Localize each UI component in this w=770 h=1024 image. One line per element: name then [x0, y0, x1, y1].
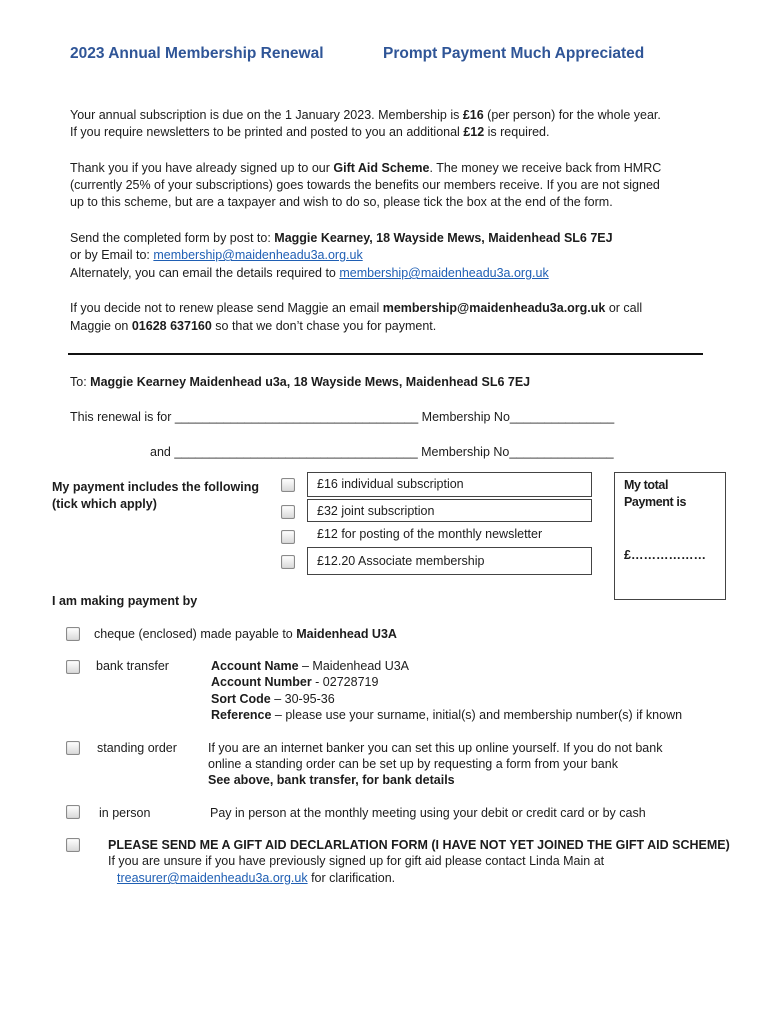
intro-text: (per person) for the whole year.	[483, 108, 661, 122]
payment-includes-label	[52, 479, 259, 513]
norenew-line-2	[70, 318, 436, 336]
gift-aid-note: If you are unsure if you have previously signed up for gift aid please contact Linda Main at	[108, 854, 605, 868]
form-to-line	[70, 374, 530, 392]
payment-label-line-1: My payment includes the following	[52, 480, 259, 494]
total-label	[624, 477, 686, 511]
intro-text: If you require newsletters to be printed and posted to you an additional	[70, 125, 464, 139]
account-name-row	[211, 658, 409, 675]
option-16-checkbox[interactable]	[281, 478, 295, 492]
account-number-value: - 02728719	[311, 675, 379, 689]
bank-transfer-checkbox[interactable]	[66, 660, 80, 674]
gift-aid-contact-text: for clarification.	[307, 871, 396, 885]
account-name-value: – Maidenhead U3A	[298, 659, 410, 673]
giftaid-scheme-name: Gift Aid Scheme	[333, 161, 430, 175]
standing-order-line-3: See above, bank transfer, for bank details	[208, 773, 455, 787]
page-title: 2023 Annual Membership Renewal	[70, 45, 324, 62]
in-person-checkbox[interactable]	[66, 805, 80, 819]
send-line-1	[70, 230, 613, 248]
giftaid-text: . The money we receive back from HMRC	[429, 161, 662, 175]
send-text: or by Email to:	[70, 248, 154, 262]
option-32-box: £32 joint subscription	[307, 499, 592, 522]
sort-code-row	[211, 691, 335, 708]
payment-method-heading: I am making payment by	[52, 594, 198, 608]
send-line-3	[70, 265, 549, 283]
gift-aid-contact-line	[117, 870, 395, 887]
option-32-checkbox[interactable]	[281, 505, 295, 519]
option-12-checkbox[interactable]	[281, 530, 295, 544]
account-name-key: Account Name	[211, 659, 299, 673]
intro-text: is required.	[484, 125, 550, 139]
membership-email-link-2[interactable]: membership@maidenheadu3a.org.uk	[339, 266, 549, 280]
total-amount: £………………	[624, 548, 706, 562]
intro-line-2	[70, 124, 549, 142]
standing-order-checkbox[interactable]	[66, 741, 80, 755]
reference-row	[211, 707, 682, 724]
in-person-label: in person	[99, 806, 151, 820]
account-number-key: Account Number	[211, 675, 312, 689]
norenew-line-1	[70, 300, 642, 318]
gift-aid-checkbox[interactable]	[66, 838, 80, 852]
to-label: To:	[70, 375, 91, 389]
account-number-row	[211, 674, 378, 691]
phone-number: 01628 637160	[131, 319, 212, 333]
cheque-option	[94, 626, 397, 643]
second-member-field[interactable]: and ___________________________________ Membership No_______________	[150, 445, 614, 459]
norenew-text: so that we don’t chase you for payment.	[211, 319, 437, 333]
norenew-text: or call	[605, 301, 643, 315]
send-text: Send the completed form by post to:	[70, 231, 275, 245]
total-label-line-2: Payment is	[624, 495, 687, 509]
standing-order-label: standing order	[97, 741, 177, 755]
treasurer-email-link[interactable]: treasurer@maidenheadu3a.org.uk	[117, 871, 308, 885]
postal-address: Maggie Kearney, 18 Wayside Mews, Maidenhead SL6 7EJ	[274, 231, 613, 245]
option-associate-box: £12.20 Associate membership	[307, 547, 592, 575]
total-label-line-1: My total	[624, 478, 669, 492]
membership-fee: £16	[462, 108, 484, 122]
bank-transfer-label: bank transfer	[96, 659, 169, 673]
giftaid-text: Thank you if you have already signed up to our	[70, 161, 334, 175]
gift-aid-request: PLEASE SEND ME A GIFT AID DECLARLATION FORM (I HAVE NOT YET JOINED THE GIFT AID SCHEME)	[108, 838, 730, 852]
sort-code-value: – 30-95-36	[270, 692, 335, 706]
newsletter-fee: £12	[463, 125, 485, 139]
standing-order-line-1: If you are an internet banker you can set this up online yourself. If you do not bank	[208, 741, 663, 755]
cheque-checkbox[interactable]	[66, 627, 80, 641]
norenew-text: If you decide not to renew please send Maggie an email	[70, 301, 383, 315]
intro-text: Your annual subscription is due on the 1 January 2023. Membership is	[70, 108, 463, 122]
total-payment-box[interactable]	[614, 472, 726, 600]
giftaid-line-1	[70, 160, 661, 178]
send-line-2	[70, 247, 363, 265]
membership-email-link[interactable]: membership@maidenheadu3a.org.uk	[153, 248, 363, 262]
norenew-email: membership@maidenheadu3a.org.uk	[382, 301, 606, 315]
giftaid-line-2: (currently 25% of your subscriptions) goes towards the benefits our members receive. If you are not signed	[70, 178, 660, 192]
standing-order-line-2: online a standing order can be set up by requesting a form from your bank	[208, 757, 618, 771]
option-16-box: £16 individual subscription	[307, 472, 592, 497]
renewal-for-field[interactable]: This renewal is for ___________________________________ Membership No_______________	[70, 410, 615, 424]
norenew-text: Maggie on	[70, 319, 132, 333]
sort-code-key: Sort Code	[211, 692, 271, 706]
reference-key: Reference	[211, 708, 272, 722]
section-divider	[68, 353, 703, 355]
option-newsletter-text: £12 for posting of the monthly newsletter	[317, 527, 543, 541]
payee-name: Maidenhead U3A	[296, 627, 397, 641]
giftaid-line-3: up to this scheme, but are a taxpayer and wish to do so, please tick the box at the end of the form.	[70, 195, 613, 209]
to-address: Maggie Kearney Maidenhead u3a, 18 Wayside Mews, Maidenhead SL6 7EJ	[90, 375, 531, 389]
in-person-text: Pay in person at the monthly meeting using your debit or credit card or by cash	[210, 806, 646, 820]
page-subtitle: Prompt Payment Much Appreciated	[383, 45, 645, 62]
payment-label-line-2: (tick which apply)	[52, 497, 157, 511]
option-1220-checkbox[interactable]	[281, 555, 295, 569]
reference-value: – please use your surname, initial(s) and membership number(s) if known	[271, 708, 683, 722]
intro-line-1	[70, 107, 661, 125]
send-text: Alternately, you can email the details required to	[70, 266, 340, 280]
cheque-text: cheque (enclosed) made payable to	[94, 627, 297, 641]
